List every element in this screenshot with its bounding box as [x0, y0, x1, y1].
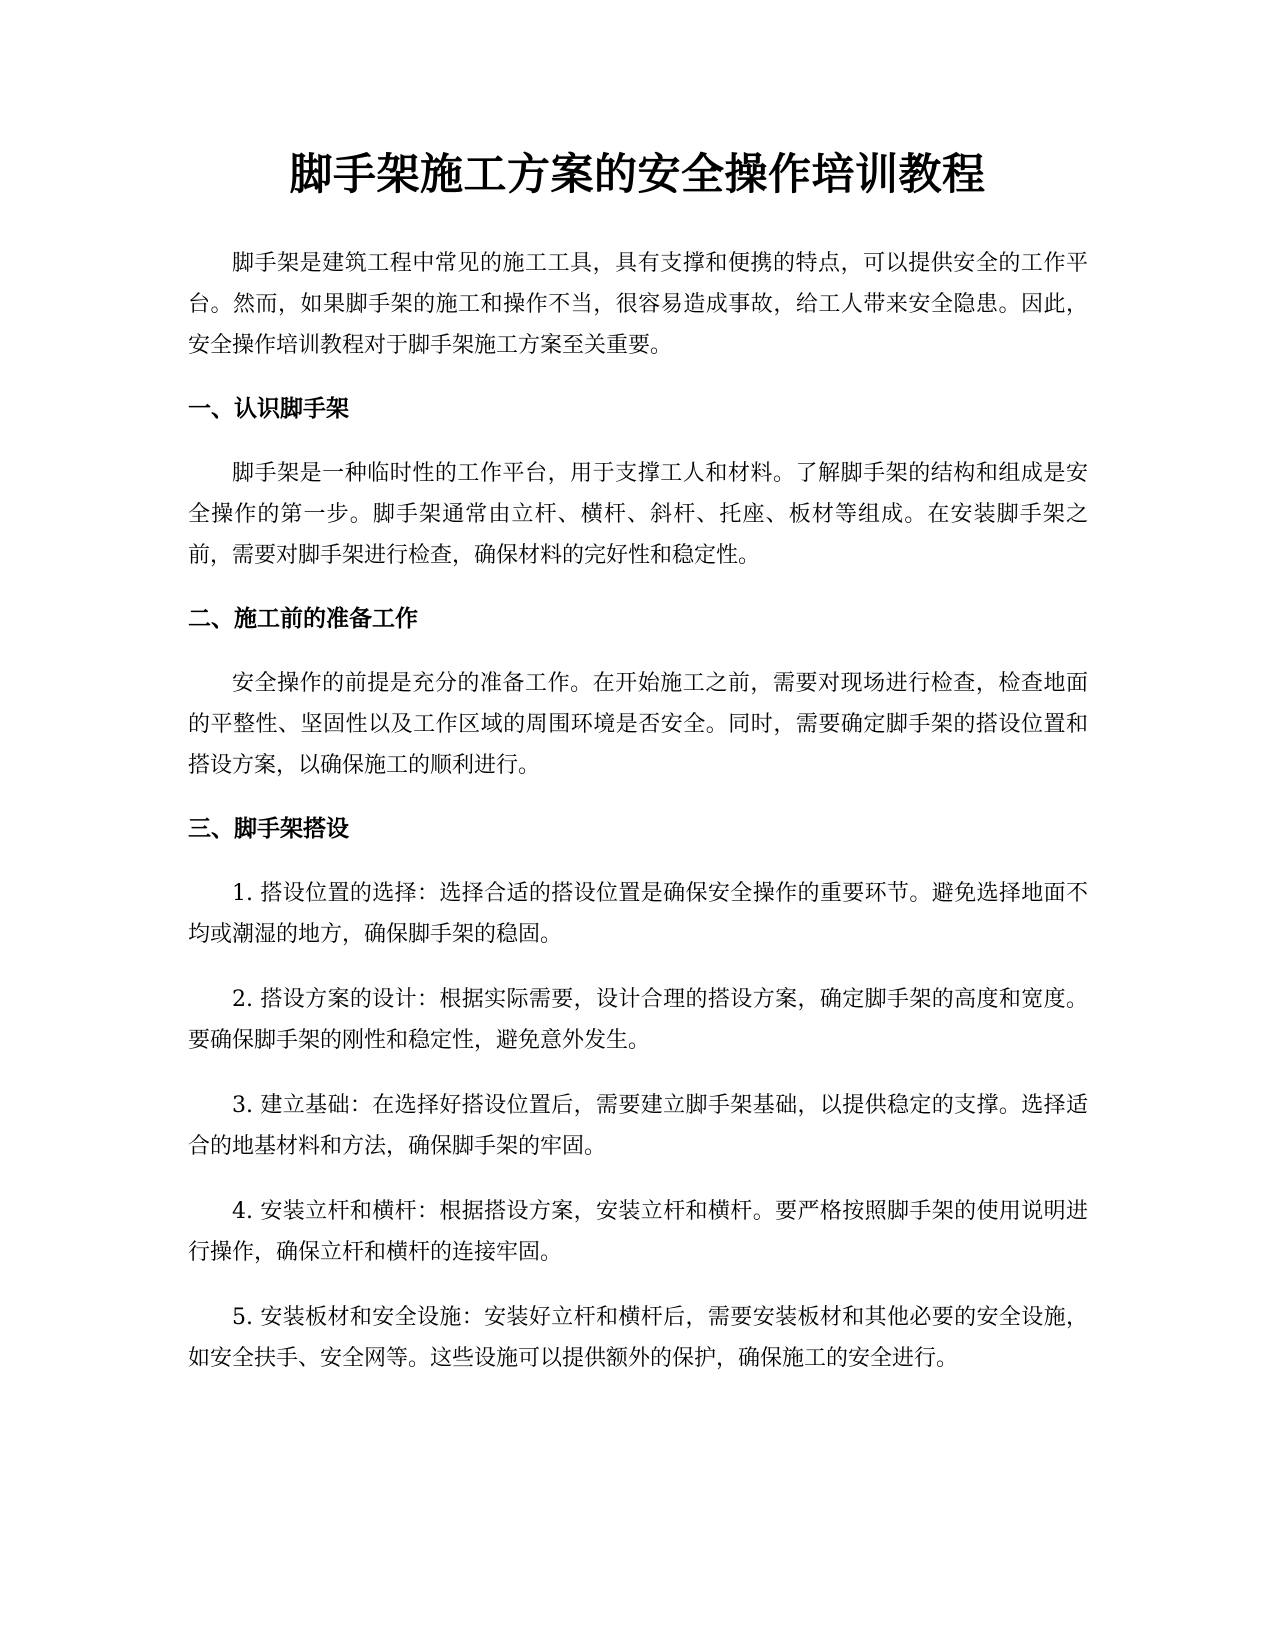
section-heading-1: 一、认识脚手架 — [188, 396, 349, 422]
list-item-1: 1. 搭设位置的选择：选择合适的搭设位置是确保安全操作的重要环节。避免选择地面不均或潮湿的地方，确保脚手架的稳固。 — [188, 881, 1088, 947]
section-1-paragraph: 脚手架是一种临时性的工作平台，用于支撑工人和材料。了解脚手架的结构和组成是安全操作的第一步。脚手架通常由立杆、横杆、斜杆、托座、板材等组成。在安装脚手架之前，需要对脚手架进行检查，确保材料的完好性和稳定性。 — [188, 461, 1088, 568]
document-title: 脚手架施工方案的安全操作培训教程 — [289, 150, 986, 200]
intro-paragraph: 脚手架是建筑工程中常见的施工工具，具有支撑和便携的特点，可以提供安全的工作平台。然而，如果脚手架的施工和操作不当，很容易造成事故，给工人带来安全隐患。因此，安全操作培训教程对于脚手架施工方案至关重要。 — [188, 251, 1088, 358]
list-item-2: 2. 搭设方案的设计：根据实际需要，设计合理的搭设方案，确定脚手架的高度和宽度。要确保脚手架的刚性和稳定性，避免意外发生。 — [188, 987, 1088, 1053]
list-item-5: 5. 安装板材和安全设施：安装好立杆和横杆后，需要安装板材和其他必要的安全设施，如安全扶手、安全网等。这些设施可以提供额外的保护，确保施工的安全进行。 — [188, 1305, 1088, 1371]
document-body — [188, 243, 1088, 1379]
section-heading-2: 二、施工前的准备工作 — [188, 606, 418, 632]
section-heading-3: 三、脚手架搭设 — [188, 816, 349, 842]
list-item-3: 3. 建立基础：在选择好搭设位置后，需要建立脚手架基础，以提供稳定的支撑。选择适合的地基材料和方法，确保脚手架的牢固。 — [188, 1093, 1088, 1159]
list-item-4: 4. 安装立杆和横杆：根据搭设方案，安装立杆和横杆。要严格按照脚手架的使用说明进行操作，确保立杆和横杆的连接牢固。 — [188, 1199, 1088, 1265]
section-2-paragraph: 安全操作的前提是充分的准备工作。在开始施工之前，需要对现场进行检查，检查地面的平整性、坚固性以及工作区域的周围环境是否安全。同时，需要确定脚手架的搭设位置和搭设方案，以确保施工的顺利进行。 — [188, 671, 1088, 778]
